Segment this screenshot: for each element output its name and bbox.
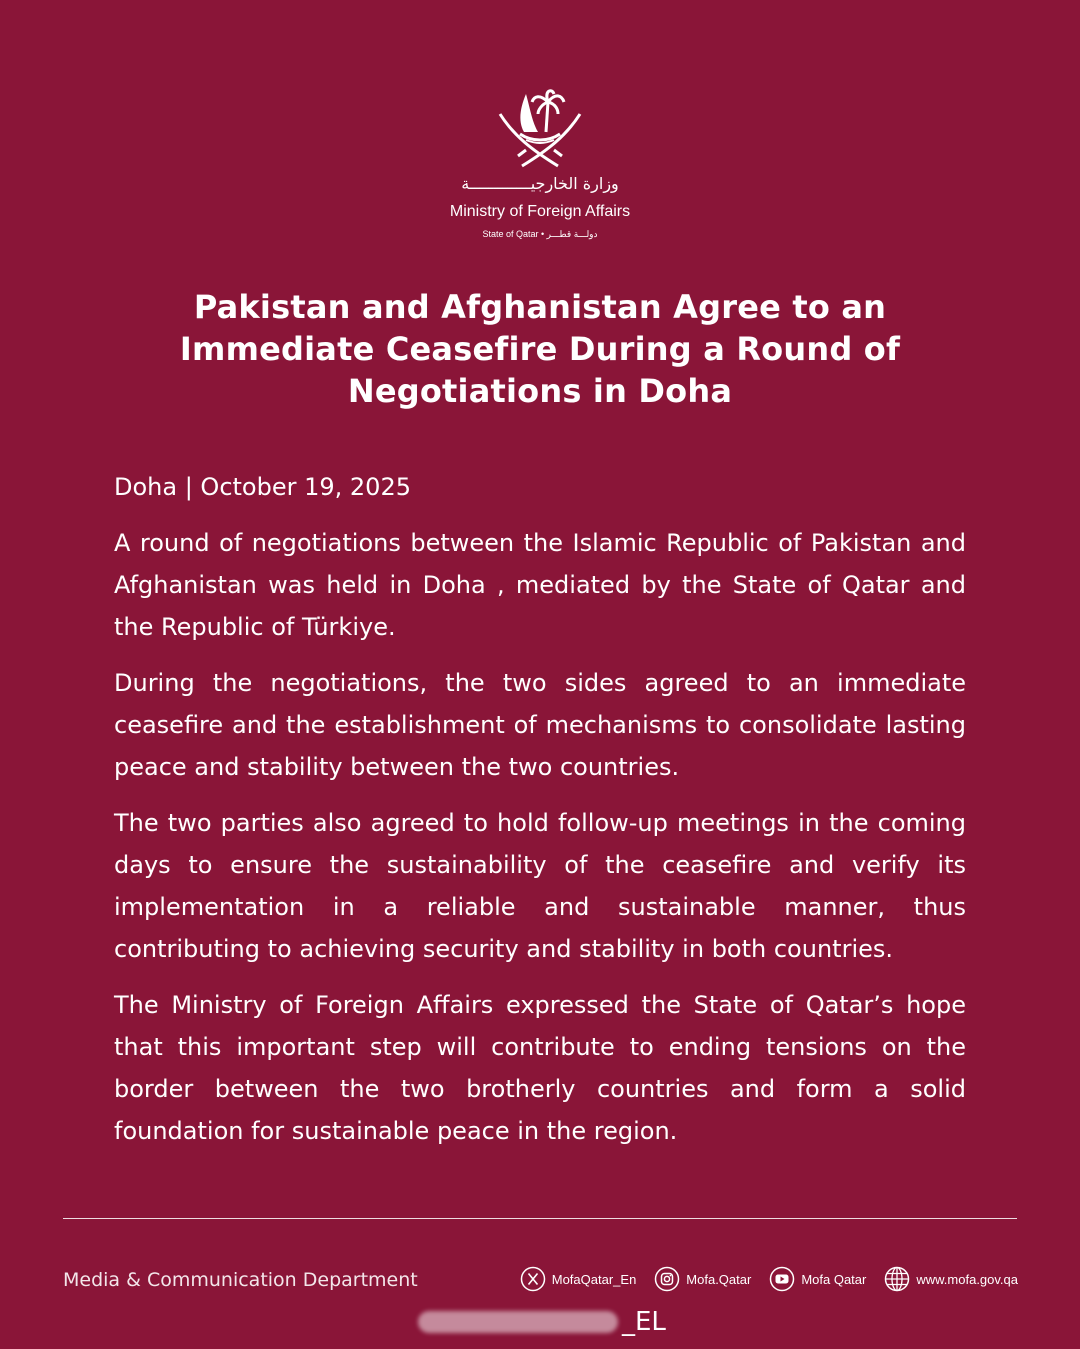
social-website-label: www.mofa.gov.qa — [916, 1271, 1018, 1287]
x-icon — [520, 1266, 546, 1292]
social-instagram[interactable] — [654, 1266, 751, 1292]
globe-icon — [884, 1266, 910, 1292]
watermark-text: _EL — [622, 1307, 666, 1337]
dateline: Doha | October 19, 2025 — [114, 473, 411, 501]
qatar-emblem-icon — [496, 86, 584, 170]
social-website[interactable] — [884, 1266, 1018, 1292]
social-youtube-label: Mofa Qatar — [801, 1271, 867, 1287]
logo-english: Ministry of Foreign Affairs — [449, 203, 631, 220]
logo-arabic: وزارة الخارجيـــــــــــــة — [461, 174, 619, 193]
social-instagram-label: Mofa.Qatar — [686, 1271, 752, 1287]
logo-subtitle: State of Qatar • دولـــة قطـــر — [482, 229, 598, 239]
social-links — [520, 1266, 1018, 1292]
watermark — [418, 1306, 666, 1338]
paragraph-1: A round of negotiations between the Islamic Republic of Pakistan and Afghanistan was held in Doha , mediated by the State of Qatar and the Republic of Türkiye. — [114, 529, 966, 641]
article-body — [114, 466, 966, 1166]
instagram-icon — [654, 1266, 680, 1292]
social-youtube[interactable] — [769, 1266, 866, 1292]
paragraph-3: The two parties also agreed to hold follow-up meetings in the coming days to ensure the sustainability of the ceasefire and verify its implementation in a reliable and sustainable manner, thus contributing to achieving security and stability in both countries. — [114, 809, 966, 963]
paragraph-2: During the negotiations, the two sides agreed to an immediate ceasefire and the establishment of mechanisms to consolidate lasting peace and stability between the two countries. — [114, 669, 966, 781]
watermark-blur — [418, 1311, 618, 1333]
footer-divider — [63, 1218, 1017, 1219]
department-label: Media & Communication Department — [63, 1269, 418, 1291]
social-x-label: MofaQatar_En — [551, 1271, 637, 1287]
social-x[interactable] — [520, 1266, 637, 1292]
article-title: Pakistan and Afghanistan Agree to an Immediate Ceasefire During a Round of Negotiations in Doha — [179, 288, 901, 410]
youtube-icon — [769, 1266, 795, 1292]
paragraph-4: The Ministry of Foreign Affairs expressed the State of Qatar’s hope that this important step will contribute to ending tensions on the border between the two brotherly countries and form a solid foundation for sustainable peace in the region. — [114, 991, 966, 1145]
